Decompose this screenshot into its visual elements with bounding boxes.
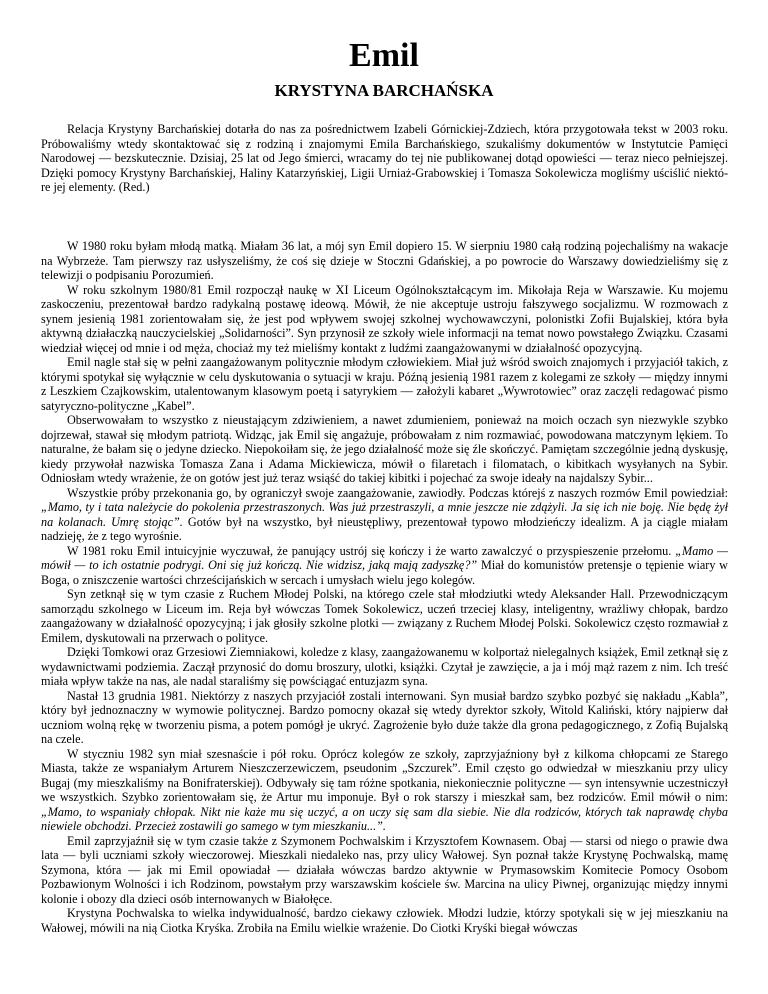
- author-name: KRYSTYNA BARCHAŃSKA: [274, 81, 494, 100]
- quote: „Mamo, ty i tata należycie do pokolenia przestraszonych. Was już przestraszyli, a mnie jeszcze nie zdążyli. Ja się ich nie boję. Nie będę żył na kolanach. Umrę stojąc”.: [41, 500, 728, 529]
- quote: „Mamo, to wspaniały chłopak. Nikt nie każe mu się uczyć, a on uczy się sam dla siebie. Nie dla rodziców, których tak naprawdę chyba niewiele obchodzi. Przecież zostawili go samego w tym mieszkaniu...”.: [41, 804, 728, 833]
- paragraph: Emil zaprzyjaźnił się w tym czasie także z Szymonem Pochwalskim i Krzysztofem Kownasem. Obaj — starsi od niego o prawie dwa lata — byli uczniami szkoły wieczorowej. Mieszkali niedaleko nas, przy ulicy Wałowej. Syn poznał także Krystynę Pochwalską, mamę Szymona, która — jak mi Emil opowiadał — działała wówczas bardzo aktywnie w Prymasowskim Komitecie Pomocy Osobom Pozbawionym Wolności i ich Rodzinom, powstałym przy warszawskim kościele św. Marcina na ulicy Piwnej, organizując między innymi kolonie i obozy dla dzieci osób internowanych w Białołęce.: [41, 833, 728, 906]
- paragraph: W roku szkolnym 1980/81 Emil rozpoczął naukę w XI Liceum Ogólnokształcącym im. Mikołaja Reja w Warszawie. Ku mojemu zaskoczeniu, prezentował bardzo radykalną postawę ideową. Mówił, że nie akceptuje ustroju fałszywego socjalizmu. W rozmowach z synem jesienią 1981 zorientowałam się, że jest pod wpływem swojej szkolnej wychowawczyni, polonistki Zofii Bujalskiej, która była aktywną działaczką nauczycielskiej „Solidarności”. Syn przynosił ze szkoły wiele informacji na temat nowo powstałego Związku. Czasami wiedział więcej od mnie i od męża, chociaż my też mieliśmy kontakt z ludźmi zaangażowanymi w działalność opozycyjną.: [41, 282, 728, 355]
- editorial-intro: Relacja Krystyny Barchańskiej dotarła do nas za pośrednictwem Izabeli Górnickiej-Zdziech, która przygotowała tekst w 2003 roku. Próbowaliśmy wtedy skontaktować się z rodziną i znajomymi Emila Barchańskiego, szukaliśmy dokumentów w Instytutcie Pamięci Narodowej — bezskutecznie. Dzisiaj, 25 lat od Jego śmierci, wracamy do tej nie publikowanej dotąd opowieści — teraz nieco pełniejszej. Dzięki pomocy Krystyny Barchańskiej, Haliny Katarzyńskiej, Ligii Urniaż-Grabowskiej i Tomasza Sokolewicza mogliśmy uściślić niektó-re jej elementy. (Red.): [41, 122, 728, 194]
- paragraph: Emil nagle stał się w pełni zaangażowanym politycznie młodym człowiekiem. Miał już wśród swoich znajomych i przyjaciół takich, z którymi spotykał się wyłącznie w celu dyskutowania o sytuacji w kraju. Późną jesienią 1981 razem z kolegami ze szkoły — między innymi z Leszkiem Czajkowskim, utalentowanym klasowym poetą i satyrykiem — założyli kabaret „Wywrotowiec” oraz zaczęli redagować pismo satyryczno-polityczne „Kabel”.: [41, 355, 728, 413]
- paragraph: Wszystkie próby przekonania go, by ograniczył swoje zaangażowanie, zawiodły. Podczas którejś z naszych rozmów Emil powiedział: „Mamo, ty i tata należycie do pokolenia przestraszonych. Was już przestraszyli, a mnie jeszcze nie zdążyli. Ja się ich nie boję. Nie będę żył na kolanach. Umrę stojąc”. Gotów był na wszystko, był nieustępliwy, prezentował typowo młodzieńczy idealizm. A ja ciągle miałam nadzieję, że z tego wyrośnie.: [41, 485, 728, 543]
- paragraph: Nastał 13 grudnia 1981. Niektórzy z naszych przyjaciół zostali internowani. Syn musiał bardzo szybko pozbyć się nakładu „Kabla”, który był jednoznaczny w wymowie politycznej. Bardzo pomocny okazał się wtedy dyrektor szkoły, Witold Kaliński, który najpierw dał uczniom wolną rękę w tworzeniu pisma, a potem pomógł je ukryć. Zagrożenie było duże także dla grona pedagogicznego, z Zofią Bujalską na czele.: [41, 688, 728, 746]
- quote: „Mamo — mówił — to ich ostatnie podrygi. Oni się już kończą. Nie widzisz, jaką mają zadyszkę?”: [41, 543, 728, 572]
- paragraph: Obserwowałam to wszystko z nieustającym zdziwieniem, a nawet zdumieniem, ponieważ na moich oczach syn niezwykle szybko dojrzewał, stawał się młodym patriotą. Widząc, jak Emil się angażuje, próbowałam z nim rozmawiać, powodowana matczynym lękiem. To naturalne, że bałam się o jedyne dziecko. Niepokoiłam się, że jego działalność może się źle skończyć. Pamiętam szczególnie jedną dyskusję, kiedy przywołał nazwiska Tomasza Zana i Adama Mickiewicza, mówił o filaretach i filomatach, o kibitkach wysyłanych na Sybir. Odniosłam wtedy wrażenie, że on gotów jest już teraz wsiąść do takiej kibitki i pojechać za swoje ideały na najdalszy Sybir...: [41, 413, 728, 485]
- paragraph: Syn zetknął się w tym czasie z Ruchem Młodej Polski, na którego czele stał młodziutki wtedy Aleksander Hall. Przewodniczącym samorządu szkolnego w Liceum im. Reja był wówczas Tomek Sokolewicz, uczeń trzeciej klasy, inteligentny, wrażliwy chłopak, bardzo zaangażowany w działalność opozycyjną; i jak głosiły szkolne plotki — związany z Ruchem Młodej Polski. Sokolewicz często rozmawiał z Emilem, dyskutowali na przerwach o polityce.: [41, 587, 728, 645]
- paragraph: Krystyna Pochwalska to wielka indywidualność, bardzo ciekawy człowiek. Młodzi ludzie, którzy spotykali się w jej mieszkaniu na Wałowej, mówili na nią Ciotka Kryśka. Zrobiła na Emilu wielkie wrażenie. Do Ciotki Kryśki biegał wówczas: [41, 906, 728, 935]
- paragraph: Dzięki Tomkowi oraz Grzesiowi Ziemniakowi, koledze z klasy, zaangażowanemu w kolportaż nielegalnych książek, Emil zetknął się z wydawnictwami podziemia. Zaczął przynosić do domu broszury, ulotki, książki. Czytał je zawzięcie, a ja i mój mąż razem z nim. Ich treść miała wpływ także na nas, ale nadal staraliśmy się powściągać entuzjazm syna.: [41, 645, 728, 688]
- article-body: [41, 239, 728, 935]
- paragraph: W 1980 roku byłam młodą matką. Miałam 36 lat, a mój syn Emil dopiero 15. W sierpniu 1980 całą rodziną pojechaliśmy na wakacje na Wybrzeże. Tam pierwszy raz usłyszeliśmy, że coś się dzieje w Stoczni Gdańskiej, a po powrocie do Warszawy dowiedzieliśmy się z telewizji o podpisaniu Porozumień.: [41, 239, 728, 282]
- paragraph: W 1981 roku Emil intuicyjnie wyczuwał, że panujący ustrój się kończy i że warto zawalczyć o przyspieszenie przełomu. „Mamo — mówił — to ich ostatnie podrygi. Oni się już kończą. Nie widzisz, jaką mają zadyszkę?” Miał do komunistów pretensje o tępienie wiary w Boga, o zniszczenie wartości chrześcijańskich w sercach i umysłach wielu jego kolegów.: [41, 543, 728, 587]
- document-title: Emil: [349, 37, 419, 74]
- paragraph: W styczniu 1982 syn miał szesnaście i pół roku. Oprócz kolegów ze szkoły, zaprzyjaźniony był z kilkoma chłopcami ze Starego Miasta, także ze wspaniałym Arturem Nieszczerzewiczem, pseudonim „Szczurek”. Emil często go odwiedzał w mieszkaniu przy ulicy Bugaj (my mieszkaliśmy na Bonifraterskiej). Odbywały się tam różne spotkania, niekoniecznie polityczne — syn intensywnie uczestniczył we wszystkich. Szybko zorientowałam się, że Artur mu imponuje. Był o rok starszy i mieszkał sam, bez rodziców. Emil mówił o nim: „Mamo, to wspaniały chłopak. Nikt nie każe mu się uczyć, a on uczy się sam dla siebie. Nie dla rodziców, których tak naprawdę chyba niewiele obchodzi. Przecież zostawili go samego w tym mieszkaniu...”.: [41, 746, 728, 833]
